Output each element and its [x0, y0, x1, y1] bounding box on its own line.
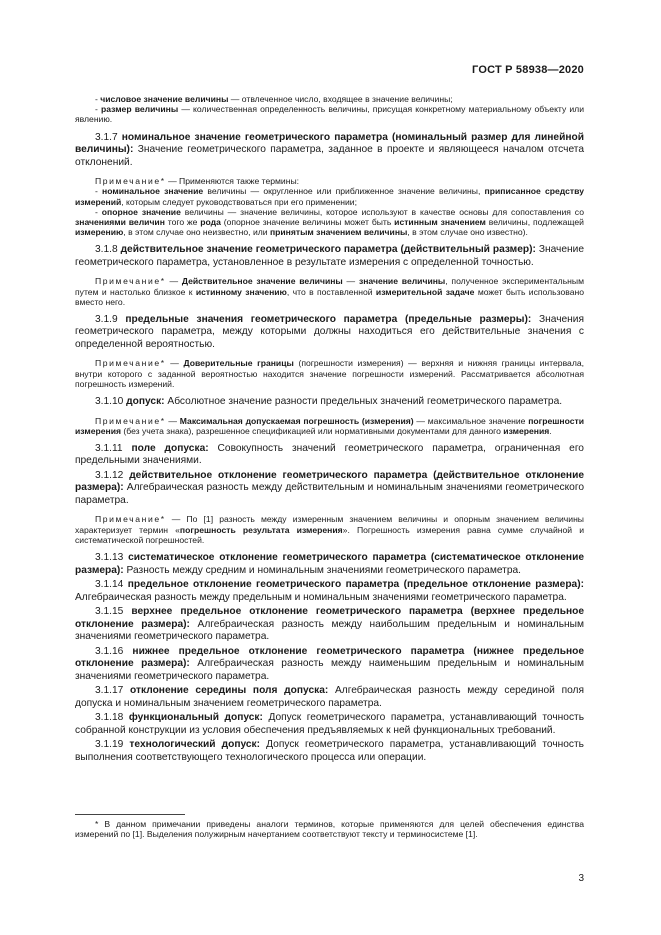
term-bold: технологический допуск: — [129, 739, 261, 751]
section-3-1-18: 3.1.18 функциональный допуск: Допуск геометрического параметра, устанавливающий точность собранной конструкции из условия обеспечения предъявляемых к ней функциональных требований. — [75, 712, 585, 736]
term-bold: верхнее предельное отклонение геометрического параметра (верхнее предельное отклонение размера): — [75, 606, 585, 630]
term-bold: допуск: — [126, 396, 165, 408]
list-item: - номинальное значение величины — округленное или приближенное значение величины, приписанное средству измерений, которым следует руководствоваться при его применении; — [75, 186, 584, 207]
note-label: Примечание* — [95, 415, 166, 426]
note-3-1-9: Примечание* — Доверительные границы (погрешности измерения) — верхняя и нижняя границы интервала, внутри которого с заданной вероятностью находится значение погрешности измерений. Рассматривается абсолютная погрешность измерений. — [75, 358, 585, 389]
term-bold: предельные значения геометрического параметра (предельные размеры): — [125, 313, 532, 325]
term-bold: номинальное значение геометрического параметра (номинальный размер для линейной величины): — [75, 131, 584, 156]
term-bold: нижнее предельное отклонение геометрического параметра (нижнее предельное отклонение размера): — [75, 645, 584, 670]
note-3-1-12: Примечание* — По [1] разность между измеренным значением величины и опорным значением величины характеризует термин «погрешность результата измерения». Погрешность измерения равна сумме случайной и систематической погрешностей. — [75, 514, 584, 545]
section-3-1-8: 3.1.8 действительное значение геометрического параметра (действительный размер): Значение геометрического параметра, установленное в результате измерения с определенной точностью. — [75, 244, 584, 268]
section-3-1-10: 3.1.10 допуск: Абсолютное значение разности предельных значений геометрического параметра. — [95, 396, 563, 408]
note-3-1-7: Примечание* — Применяются также термины: — [95, 176, 300, 187]
list-item: - опорное значение величины — значение величины, которое используют в качестве основы для сопоставления со значениями величин того же рода (опорное значение величины может быть истинным значением величины, подлежащей измерению, в этом случае оно неизвестно, или принятым значением величины, в этом случае оно известно). — [75, 206, 584, 238]
term-bold: предельное отклонение геометрического параметра (предельное отклонение размера): — [127, 579, 585, 591]
note-3-1-10: Примечание* — Максимальная допускаемая погрешность (измерения) — максимальное значение погрешности измерения (без учета знака), разрешенное спецификацией или нормативными документами для данного измерения. — [75, 415, 584, 436]
term-bold: систематическое отклонение геометрического параметра (систематическое отклонение размера): — [75, 552, 585, 576]
note-label: Примечание* — [95, 176, 166, 187]
section-3-1-12: 3.1.12 действительное отклонение геометрического параметра (действительное отклонение размера): Алгебраическая разность между действительным и номинальным значениями геометрического параметра. — [75, 469, 584, 506]
footnote: * В данном примечании приведены аналоги терминов, которые применяются для целей обеспечения единства измерений по [1]. Выделения полужирным начертанием соответствуют тексту и терминосистеме [1]. — [75, 819, 584, 840]
section-3-1-7: 3.1.7 номинальное значение геометрического параметра (номинальный размер для линейной величины): Значение геометрического параметра, заданное в проекте и являющееся началом отсчета отклонений. — [75, 131, 584, 168]
section-3-1-16: 3.1.16 нижнее предельное отклонение геометрического параметра (нижнее предельное отклонение размера): Алгебраическая разность между наименьшим предельным и номинальным значениями геометрического параметра. — [75, 645, 585, 682]
note-label: Примечание* — [95, 514, 166, 525]
list-item: - числовое значение величины — отвлеченное число, входящее в значение величины; — [95, 94, 453, 104]
term-bold: поле допуска: — [131, 442, 209, 454]
note-label: Примечание* — [95, 276, 166, 287]
term-bold: отклонение середины поля допуска: — [130, 685, 329, 697]
section-3-1-17: 3.1.17 отклонение середины поля допуска: Алгебраическая разность между серединой поля допуска и номинальным значением геометрического параметра. — [75, 685, 584, 709]
section-3-1-14: 3.1.14 предельное отклонение геометрического параметра (предельное отклонение размера): Алгебраическая разность между предельным и номинальным значениями геометрического параметра. — [75, 579, 585, 603]
document-body — [75, 94, 584, 764]
page-number: 3 — [578, 873, 584, 884]
section-3-1-13: 3.1.13 систематическое отклонение геометрического параметра (систематическое отклонение размера): Разность между средним и номинальным значениями геометрического параметра. — [75, 552, 585, 576]
item-text: — количественная определенность величины, присущая конкретному материальному объекту или явлению. — [75, 104, 584, 125]
term-bold: действительное отклонение геометрического параметра (действительное отклонение размера): — [75, 469, 584, 494]
document-id-header: ГОСТ Р 58938—2020 — [472, 64, 584, 76]
footnote-divider — [75, 814, 185, 815]
term-bold: числовое значение величины — [100, 94, 229, 104]
note-3-1-8: Примечание* — Действительное значение величины — значение величины, полученное экспериментальным путем и настолько близкое к истинному значению, что в поставленной измерительной задаче может быть использовано вместо него. — [75, 276, 585, 307]
list-item: - размер величины — количественная определенность величины, присущая конкретному материальному объекту или явлению. — [75, 104, 584, 125]
note-label: Примечание* — [95, 358, 166, 369]
section-3-1-9: 3.1.9 предельные значения геометрического параметра (предельные размеры): Значения геометрического параметра, между которыми должны находиться его действительные значения с определенной вероятностью. — [75, 313, 585, 350]
term-bold: функциональный допуск: — [128, 712, 263, 724]
section-3-1-11: 3.1.11 поле допуска: Совокупность значений геометрического параметра, ограниченная его предельными значениями. — [75, 442, 584, 467]
item-text: — отвлеченное число, входящее в значение величины; — [228, 94, 453, 104]
term-bold: действительное значение геометрического параметра (действительный размер): — [120, 244, 536, 256]
section-3-1-19: 3.1.19 технологический допуск: Допуск геометрического параметра, устанавливающий точность выполнения соответствующего технологического процесса или операции. — [75, 739, 584, 763]
section-3-1-15: 3.1.15 верхнее предельное отклонение геометрического параметра (верхнее предельное отклонение размера): Алгебраическая разность между наибольшим предельным и номинальным значениями геометрического параметра. — [75, 606, 585, 643]
term-bold: размер величины — [101, 104, 179, 115]
